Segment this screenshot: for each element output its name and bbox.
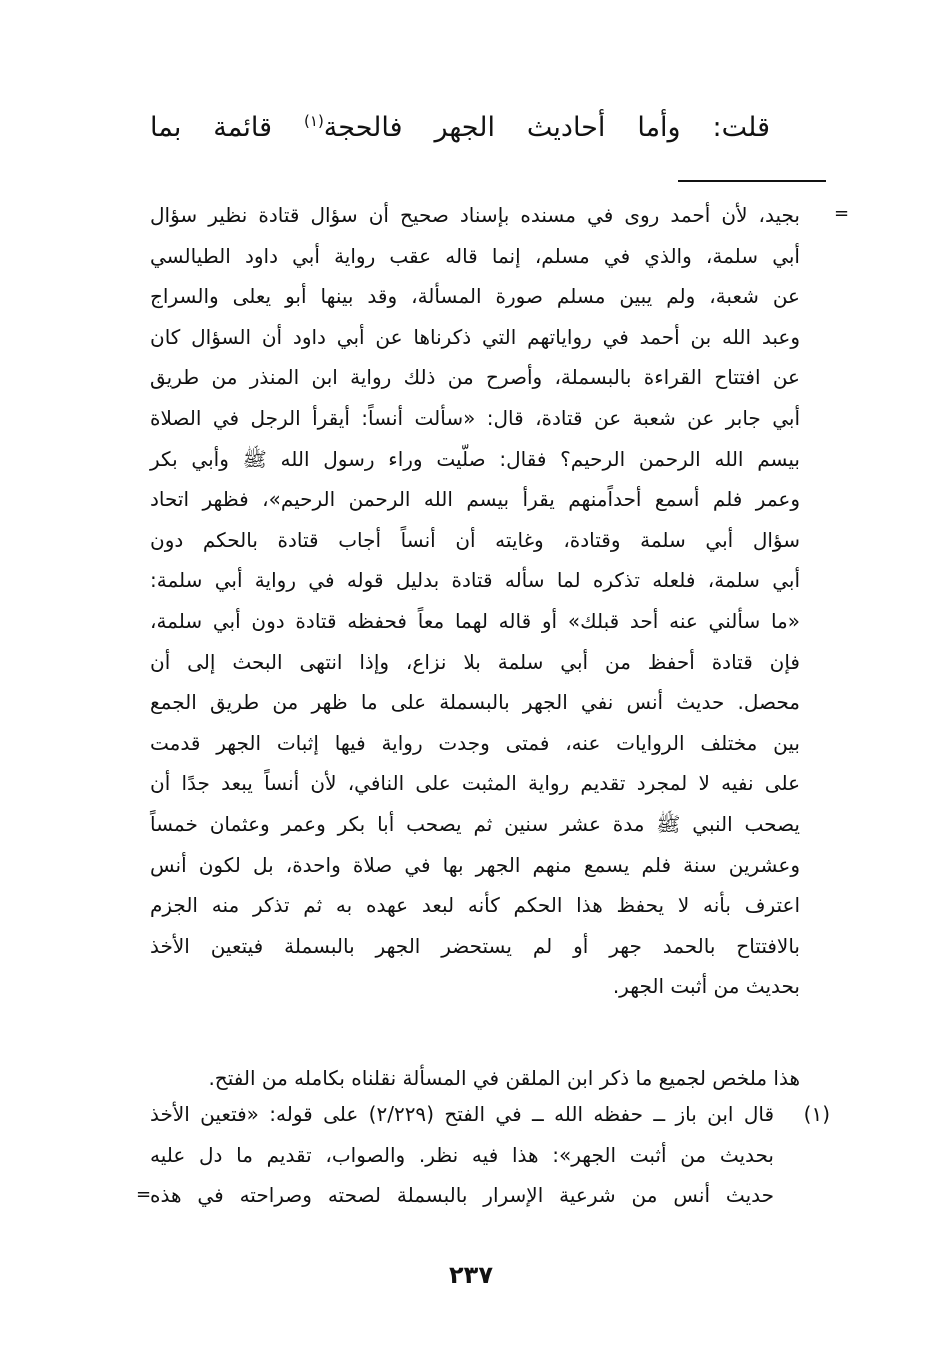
- footnote-line: قال ابن باز ــ حفظه الله ــ في الفتح (٢/٢٢٩) على قوله: «فتعين الأخذ: [150, 1102, 775, 1126]
- body-line: أبي سلمة، فلعله تذكره لما سأله قتادة بدليل قوله في رواية أبي سلمة:: [150, 568, 800, 593]
- continued-footnote-text: [150, 195, 800, 1007]
- body-line: محصل. حديث أنس نفي الجهر بالبسملة على ما ظهر من طريق الجمع: [150, 690, 800, 715]
- footnote-1: [136, 1094, 830, 1216]
- body-line: بين مختلف الروايات عنه، فمتى وجدت رواية فيها إثبات الجهر قدمت: [150, 730, 800, 755]
- body-line: بيسم الله الرحمن الرحيم؟ فقال: صلّيت وراء رسول الله ﷺ وأبي بكر: [150, 446, 800, 471]
- continuation-mark: =: [834, 203, 850, 224]
- body-line: على نفيه لا لمجرد تقديم رواية المثبت على النافي، لأن أنساً يبعد جدًا أن: [150, 771, 800, 796]
- body-line: وعبد الله بن أحمد في رواياتهم التي ذكرناها عن أبي داود أن السؤال كان: [150, 324, 800, 349]
- body-line: اعترف بأنه لا يحفظ هذا الحكم كأنه لبعد عهده به ثم تذكر منه الجزم: [150, 893, 800, 918]
- body-line: «ما سألني عنه أحد قبلك» أو قاله لهما معاً فحفظه قتادة دون أبي سلمة،: [150, 608, 800, 633]
- footnote-line: بحديث من أثبت الجهر»: هذا فيه نظر. والصواب، تقديم ما دل عليه: [150, 1142, 774, 1167]
- body-line: وعمر فلم أسمع أحداًمنهم يقرأ بيسم الله الرحمن الرحيم»، فظهر اتحاد: [150, 487, 800, 512]
- body-line: عن افتتاح القراءة بالبسملة، وأصرح من ذلك رواية ابن المنذر من طريق: [150, 365, 800, 390]
- footnote-line: حديث أنس من شرعية الإسرار بالبسملة لصحته وصراحته في هذه: [150, 1183, 774, 1208]
- heading-tail: قائمة بما: [150, 112, 273, 143]
- footnote-separator-rule: [678, 180, 826, 182]
- summary-paragraph: [150, 1058, 800, 1099]
- footnote-continuation-mark: =: [136, 1184, 152, 1205]
- body-line: يصحب النبي ﷺ مدة عشر سنين ثم يصحب أبا بكر وعمر وعثمان خمساً: [150, 811, 800, 836]
- heading-text: قلت: وأما أحاديث الجهر فالحجة: [323, 112, 770, 143]
- body-line: سؤال أبي سلمة وقتادة، وغايته أن أنساً أجاب قتادة بالحكم دون: [150, 527, 800, 552]
- body-line: وعشرين سنة فلم يسمع منهم الجهر بها في صلاة واحدة، بل لكون أنس: [150, 852, 800, 877]
- body-line: بحديث من أثبت الجهر.: [612, 974, 800, 999]
- body-line: بالافتتاح بالحمد جهر أو لم يستحضر الجهر بالبسملة فيتعين الأخذ: [150, 933, 800, 958]
- heading-footnote-ref: (١): [304, 112, 324, 130]
- footnote-number: (١): [803, 1102, 830, 1126]
- page-number: ٢٣٧: [449, 1261, 493, 1289]
- body-line: أبي سلمة، والذي في مسلم، إنما قاله عقب رواية أبي داود الطيالسي: [150, 243, 800, 268]
- summary-line: هذا ملخص لجميع ما ذكر ابن الملقن في المسألة نقلناه بكامله من الفتح.: [208, 1066, 800, 1090]
- page-heading: [150, 108, 770, 148]
- body-line: فإن قتادة أحفظ من أبي سلمة بلا نزاع، وإذا انتهى البحث إلى أن: [150, 649, 800, 674]
- body-line: بجيد، لأن أحمد روى في مسنده بإسناد صحيح أن سؤال قتادة نظير سؤال: [150, 203, 800, 227]
- footnote-lines: [150, 1094, 774, 1216]
- body-line: أبي جابر عن شعبة عن قتادة، قال: «سألت أنساً: أيقرأ الرجل في الصلاة: [150, 405, 800, 430]
- body-line: عن شعبة، ولم يبين مسلم صورة المسألة، وقد بينها أبو يعلى والسراج: [150, 284, 800, 309]
